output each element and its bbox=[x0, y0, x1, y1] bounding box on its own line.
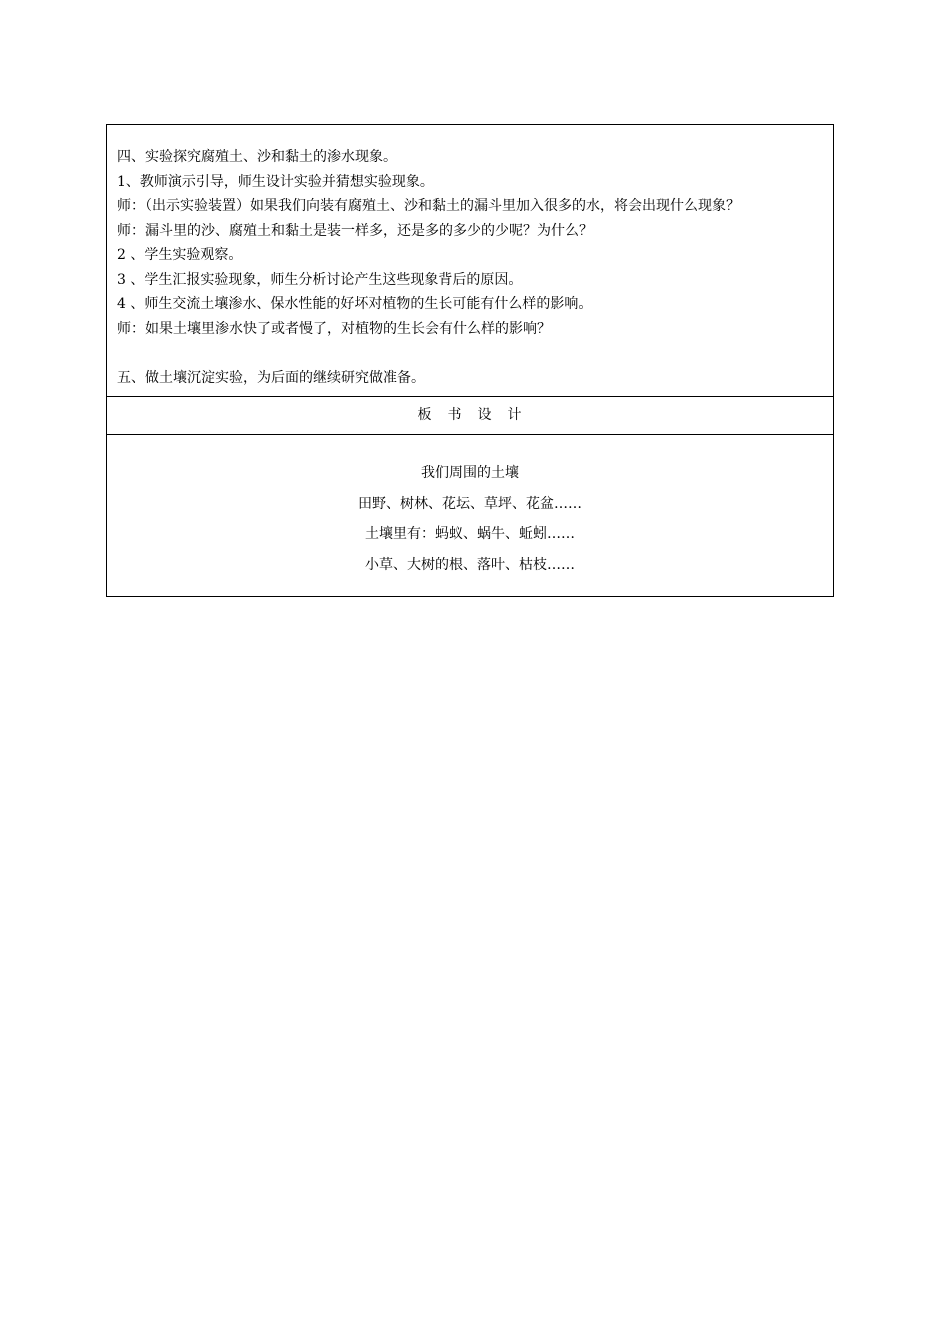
procedure-line: 四、实验探究腐殖土、沙和黏土的渗水现象。 bbox=[117, 149, 397, 165]
procedure-line: 师：漏斗里的沙、腐殖土和黏土是装一样多，还是多的多少的少呢？为什么？ bbox=[117, 222, 593, 239]
procedure-line: 4 、师生交流土壤渗水、保水性能的好坏对植物的生长可能有什么样的影响。 bbox=[117, 296, 593, 312]
procedure-line: 2 、学生实验观察。 bbox=[117, 247, 243, 263]
blank-line bbox=[117, 341, 823, 366]
board-line: 土壤里有：蚂蚁、蜗牛、蚯蚓…… bbox=[365, 526, 575, 542]
board-line: 小草、大树的根、落叶、枯枝…… bbox=[365, 556, 575, 573]
board-line: 田野、树林、花坛、草坪、花盆…… bbox=[358, 495, 582, 512]
procedure-line: 1、教师演示引导，师生设计实验并猜想实验现象。 bbox=[117, 173, 434, 190]
procedure-section bbox=[107, 125, 833, 396]
procedure-final-line: 五、做土壤沉淀实验，为后面的继续研究做准备。 bbox=[117, 369, 425, 386]
procedure-line: 3 、学生汇报实验现象，师生分析讨论产生这些现象背后的原因。 bbox=[117, 271, 523, 288]
board-design-section bbox=[107, 435, 833, 596]
lesson-plan-table bbox=[106, 124, 834, 597]
board-design-header: 板 书 设 计 bbox=[107, 396, 833, 435]
board-title: 我们周围的土壤 bbox=[421, 465, 519, 481]
procedure-line: 师：（出示实验装置）如果我们向装有腐殖土、沙和黏土的漏斗里加入很多的水，将会出现什么现象？ bbox=[117, 198, 740, 214]
procedure-line: 师：如果土壤里渗水快了或者慢了，对植物的生长会有什么样的影响？ bbox=[117, 320, 551, 337]
